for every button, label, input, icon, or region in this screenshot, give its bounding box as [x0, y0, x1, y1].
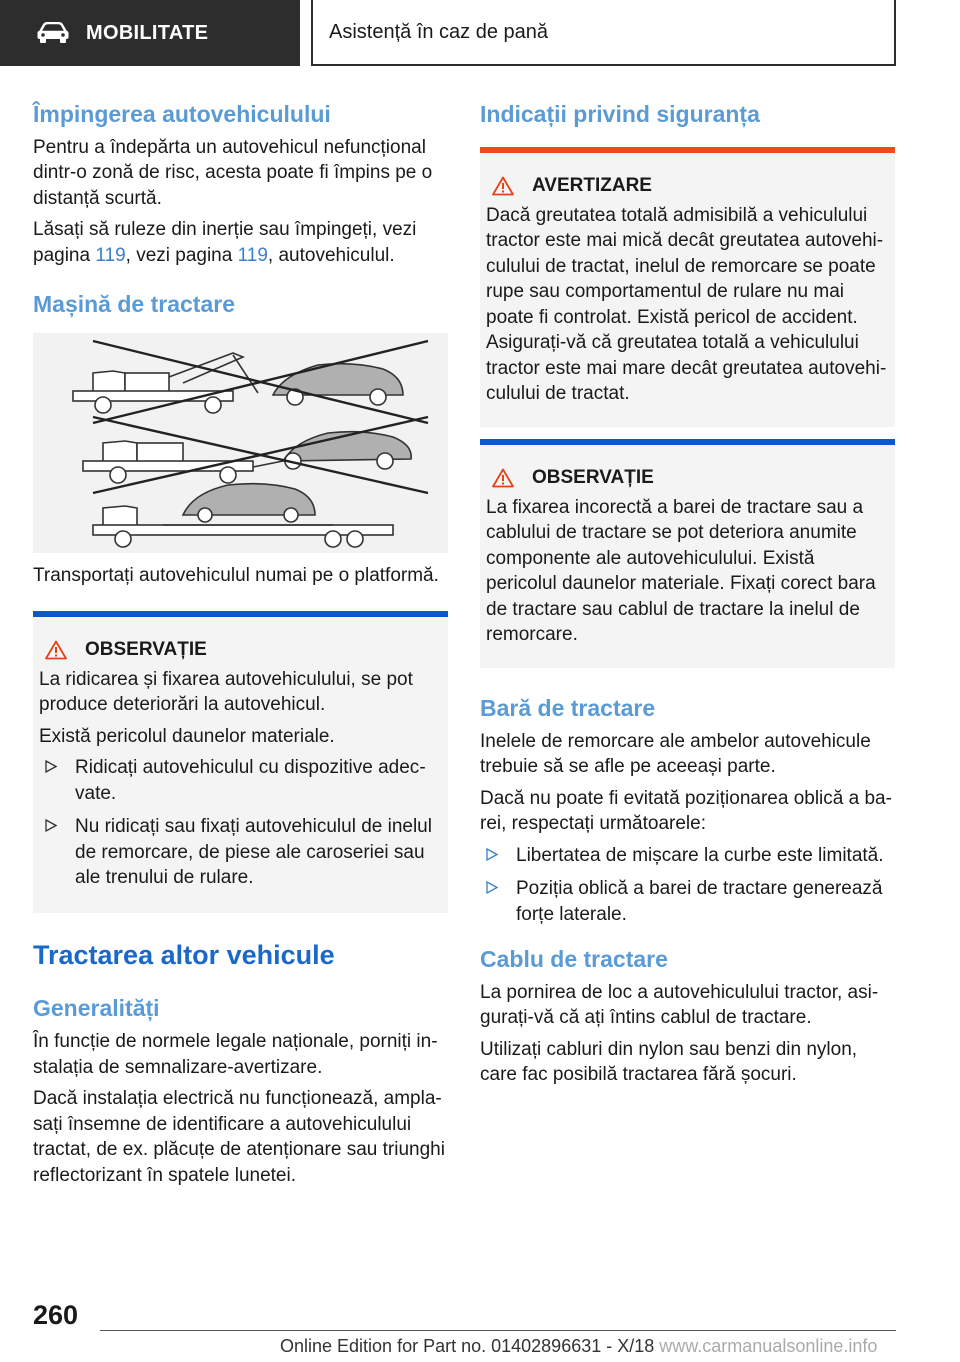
notice-box-bar	[480, 439, 895, 668]
notice2-title: OBSERVAȚIE	[532, 466, 654, 488]
page-number: 260	[33, 1300, 79, 1330]
bar-paragraph-2: Dacă nu poate fi evitată poziționarea oblică a barei, respectați următoarele:	[480, 787, 892, 834]
tow-cable-title: Cablu de tractare	[480, 946, 668, 972]
towing-other-vehicles-title: Tractarea altor vehicule	[33, 939, 335, 970]
chapter-title: Asistență în caz de pană	[311, 0, 896, 66]
page-link-119-b[interactable]: 119	[237, 244, 268, 266]
page-link-119[interactable]: 119	[95, 244, 126, 266]
notice-paragraph-2: Există pericolul daunelor materiale.	[39, 725, 335, 747]
general-paragraph-2: Dacă instalația electrică nu funcționează, amplasați însemne de identificare a autovehiculului tractat, de ex. plăcuțe de atenționare sau triunghi reflectorizant în spatele lunetei.	[33, 1088, 445, 1186]
push-text-b: , vezi pagina	[125, 244, 238, 266]
tow-bar-title: Bară de tractare	[480, 694, 656, 721]
warning-paragraph: Dacă greutatea totală admisibilă a vehiculului tractor este mai mică decât greutatea autovehiculului de tractat, inelul de remorcare se poate rupe sau comportamentul de rulare nu mai poate fi controlat. Există pericol de accident. Asigurați-vă că greutatea totală a vehiculului tractor este mai mare decât greutatea autovehiculului de tractat.	[486, 204, 887, 405]
tow-truck-title: Mașină de tractare	[33, 291, 235, 318]
list-item	[39, 814, 440, 891]
warning-box	[480, 147, 895, 427]
footer-edition	[280, 1336, 877, 1357]
section-tab	[0, 0, 300, 66]
right-column	[480, 100, 895, 1094]
tow-illustration	[33, 333, 448, 553]
list-item-text: Poziția oblică a barei de tractare generează forțe laterale.	[516, 878, 883, 925]
warning-triangle-icon	[45, 640, 67, 660]
bullet-arrow-icon	[486, 848, 498, 861]
list-item	[480, 876, 895, 927]
notice-paragraph-1: La ridicarea și fixarea autovehiculului, se pot produce deteriorări la autovehicul.	[39, 668, 413, 715]
cable-paragraph-1: La pornirea de loc a autovehiculului tractor, asigurați-vă că ați întins cablul de tractare.	[480, 981, 879, 1029]
bar-list	[480, 843, 895, 928]
warning-header	[486, 175, 887, 197]
warning-triangle-icon	[492, 176, 514, 196]
warning-title: AVERTIZARE	[532, 174, 652, 196]
notice-title: OBSERVAȚIE	[85, 638, 207, 660]
warning-triangle-icon	[492, 468, 514, 488]
footer-divider	[100, 1330, 896, 1331]
car-icon	[36, 22, 70, 44]
notice-box-lifting	[33, 611, 448, 913]
push-paragraph-2	[33, 217, 448, 268]
cable-paragraph-2: Utilizați cabluri din nylon sau benzi din nylon, care fac posibilă tractarea fără șocuri.	[480, 1038, 858, 1086]
bar-paragraph-1: Inelele de remorcare ale ambelor autovehicule trebuie să se afle pe aceeași parte.	[480, 730, 871, 777]
left-column	[33, 100, 448, 1194]
push-title: Împingerea autovehiculului	[33, 101, 331, 127]
bullet-arrow-icon	[45, 819, 57, 832]
tow-truck-figure	[33, 333, 448, 553]
general-paragraph-1: În funcție de normele legale naționale, porniți instalația de semnalizare-avertizare.	[33, 1031, 438, 1078]
list-item	[480, 843, 895, 869]
notice-list	[39, 755, 440, 891]
bullet-arrow-icon	[45, 760, 57, 773]
list-item-text: Nu ridicați sau fixați autovehiculul de inelul de remorcare, de piese ale caroseriei sau ale trenului de rulare.	[75, 816, 432, 888]
push-text-c: , autovehiculul.	[267, 244, 395, 266]
section-label: MOBILITATE	[86, 21, 209, 44]
notice2-header	[486, 467, 887, 489]
list-item-text: Ridicați autovehiculul cu dispozitive adecvate.	[75, 757, 426, 804]
list-item-text: Libertatea de mișcare la curbe este limitată.	[516, 844, 884, 866]
bullet-arrow-icon	[486, 881, 498, 894]
page-header	[0, 0, 960, 66]
push-text-a: Lăsați să ruleze din inerție sau împingeți, vezi pagina	[33, 219, 417, 266]
figure-caption: Transportați autovehiculul numai pe o platformă.	[33, 565, 439, 586]
push-paragraph-1: Pentru a îndepărta un autovehicul nefuncțional dintr-o zonă de risc, acesta poate fi împins pe o distanță scurtă.	[33, 136, 433, 209]
list-item	[39, 755, 440, 806]
edition-text: Online Edition for Part no. 01402896631 - X/18	[280, 1336, 655, 1356]
watermark: www.carmanualsonline.info	[659, 1336, 878, 1356]
general-title: Generalități	[33, 995, 160, 1022]
notice-header	[39, 639, 440, 661]
notice2-paragraph: La fixarea incorectă a barei de tractare sau a cablului de tractare se pot deteriora anumite componente ale autovehiculului. Există pericolul daunelor materiale. Fixați corect bara de tractare sau cablul de tractare la inelul de remorcare.	[486, 496, 876, 646]
safety-title: Indicații privind siguranța	[480, 101, 760, 127]
